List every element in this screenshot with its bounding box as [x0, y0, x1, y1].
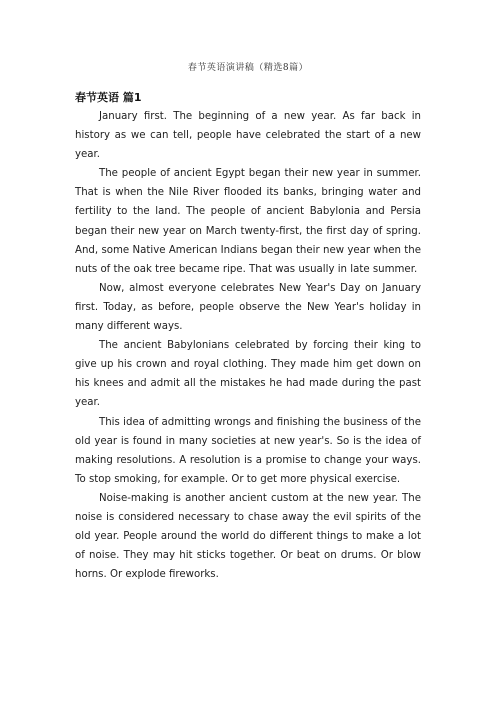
paragraph-5: This idea of admitting wrongs and finishing the business of the old year is found in many societies at new year's. So is the idea of making resolutions. A resolution is a promise to change your ways. To stop smoking, for example. Or to get more physical exercise. [75, 416, 421, 485]
section-heading: 春节英语 篇1 [75, 91, 142, 104]
paragraph-3: Now, almost everyone celebrates New Year's Day on January first. Today, as before, people observe the New Year's holiday in many different ways. [75, 282, 421, 333]
paragraph-6: Noise-making is another ancient custom at the new year. The noise is considered necessary to chase away the evil spirits of the old year. People around the world do different things to make a lot of noise. They may hit sticks together. Or beat on drums. Or blow horns. Or explode fireworks. [75, 492, 421, 581]
document-title: 春节英语演讲稿（精选8篇） [187, 63, 309, 73]
paragraph-4: The ancient Babylonians celebrated by forcing their king to give up his crown and royal clothing. They made him get down on his knees and admit all the mistakes he had made during the past year. [75, 340, 421, 409]
paragraph-2: The people of ancient Egypt began their new year in summer. That is when the Nile River flooded its banks, bringing water and fertility to the land. The people of ancient Babylonia and Persia began their new year on March twenty-first, the first day of spring. And, some Native American Indians began their new year when the nuts of the oak tree became ripe. That was usually in late summer. [75, 168, 421, 275]
paragraph-1: January first. The beginning of a new year. As far back in history as we can tell, people have celebrated the start of a new year. [75, 111, 421, 161]
